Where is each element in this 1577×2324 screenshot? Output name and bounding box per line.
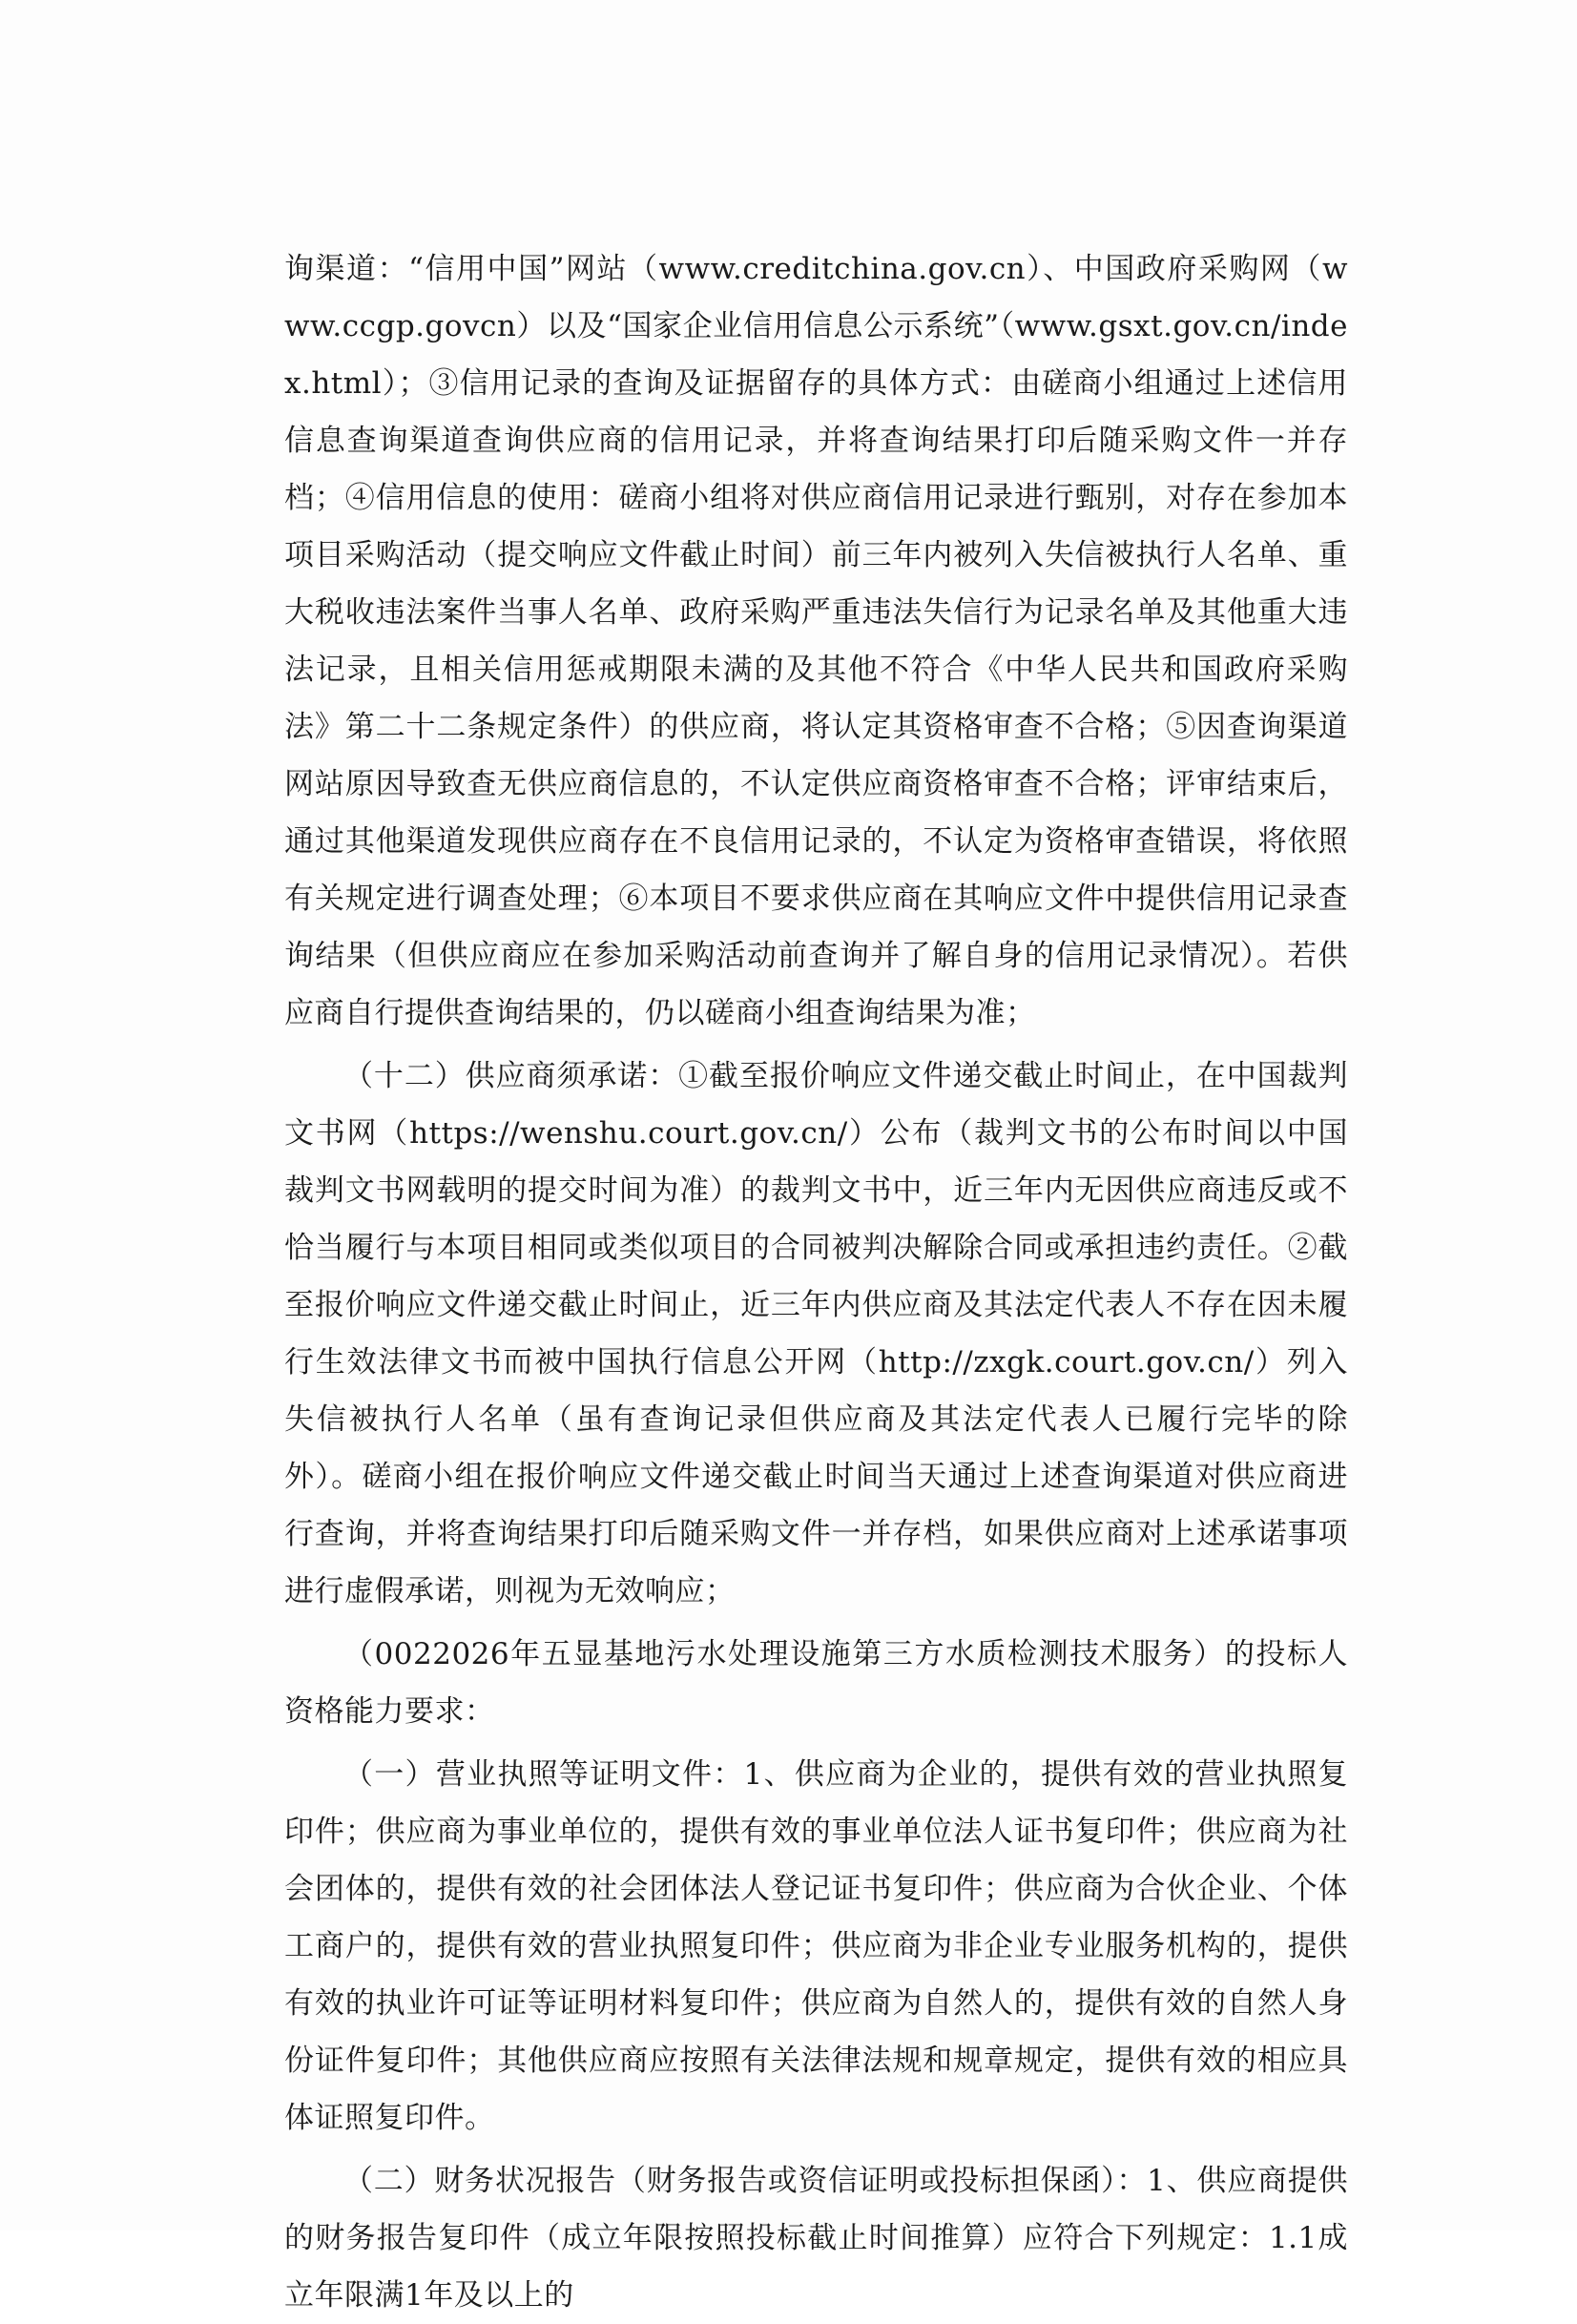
paragraph-business-license: （一）营业执照等证明文件：1、供应商为企业的，提供有效的营业执照复印件；供应商为事业单位的，提供有效的事业单位法人证书复印件；供应商为社会团体的，提供有效的社会团体法人登记证书复印件；供应商为合伙企业、个体工商户的，提供有效的营业执照复印件；供应商为非企业专业服务机构的，提供有效的执业许可证等证明材料复印件；供应商为自然人的，提供有效的自然人身份证件复印件；其他供应商应按照有关法律法规和规章规定，提供有效的相应具体证照复印件。 [284, 1757, 1348, 2135]
paragraph-credit-inquiry: 询渠道：“信用中国”网站（www.creditchina.gov.cn）、中国政府采购网（www.ccgp.govcn）以及“国家企业信用信息公示系统”（www.gsxt.gov.cn/index.html）；③信用记录的查询及证据留存的具体方式：由磋商小组通过上述信用信息查询渠道查询供应商的信用记录，并将查询结果打印后随采购文件一并存档；④信用信息的使用：磋商小组将对供应商信用记录进行甄别，对存在参加本项目采购活动（提交响应文件截止时间）前三年内被列入失信被执行人名单、重大税收违法案件当事人名单、政府采购严重违法失信行为记录名单及其他重大违法记录，且相关信用惩戒期限未满的及其他不符合《中华人民共和国政府采购法》第二十二条规定条件）的供应商，将认定其资格审查不合格；⑤因查询渠道网站原因导致查无供应商信息的，不认定供应商资格审查不合格；评审结束后，通过其他渠道发现供应商存在不良信用记录的，不认定为资格审查错误，将依照有关规定进行调查处理；⑥本项目不要求供应商在其响应文件中提供信用记录查询结果（但供应商应在参加采购活动前查询并了解自身的信用记录情况）。若供应商自行提供查询结果的，仍以磋商小组查询结果为准； [284, 252, 1348, 1030]
paragraph-supplier-commitment: （十二）供应商须承诺：①截至报价响应文件递交截止时间止，在中国裁判文书网（https://wenshu.court.gov.cn/）公布（裁判文书的公布时间以中国裁判文书网载明的提交时间为准）的裁判文书中，近三年内无因供应商违反或不恰当履行与本项目相同或类似项目的合同被判决解除合同或承担违约责任。②截至报价响应文件递交截止时间止，近三年内供应商及其法定代表人不存在因未履行生效法律文书而被中国执行信息公开网（http://zxgk.court.gov.cn/）列入失信被执行人名单（虽有查询记录但供应商及其法定代表人已履行完毕的除外）。磋商小组在报价响应文件递交截止时间当天通过上述查询渠道对供应商进行查询，并将查询结果打印后随采购文件一并存档，如果供应商对上述承诺事项进行虚假承诺，则视为无效响应； [284, 1059, 1348, 1608]
document-body [284, 240, 1348, 2324]
paragraph-financial-report: （二）财务状况报告（财务报告或资信证明或投标担保函）：1、供应商提供的财务报告复印件（成立年限按照投标截止时间推算）应符合下列规定：1.1成立年限满1年及以上的 [284, 2164, 1348, 2313]
paragraph-qualification-heading: （0022026年五显基地污水处理设施第三方水质检测技术服务）的投标人资格能力要求： [284, 1637, 1348, 1729]
